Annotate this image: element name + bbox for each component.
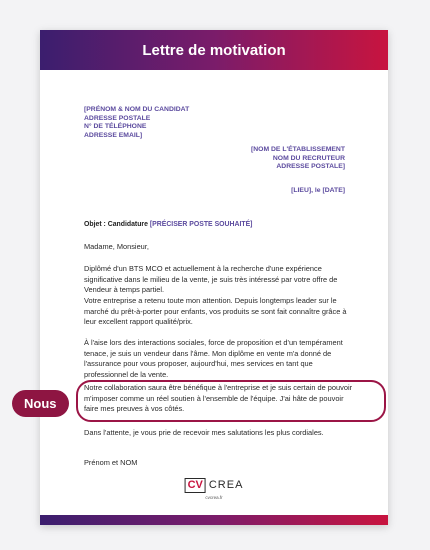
title-banner <box>40 30 388 70</box>
subject-placeholder: [PRÉCISER POSTE SOUHAITÉ] <box>149 221 253 228</box>
subject-line <box>84 221 354 228</box>
logo-cv-mark: CV <box>185 478 206 493</box>
paragraph-skills: À l'aise lors des interactions sociales, force de proposition et d'un tempérament tenace, je suis un vendeur dans l'âme. Mon diplôme en vente m'a donné de l'assurance pour vous proposer, aujourd'hui, mes services en tant que professionnel de la vente. <box>84 338 343 379</box>
logo-url: cvcrea.fr <box>205 495 223 500</box>
recipient-recruiter: NOM DU RECRUTEUR <box>272 154 345 162</box>
nous-badge: Nous <box>12 390 69 417</box>
letter-page <box>40 30 388 525</box>
paragraph-collaboration: Notre collaboration saura être bénéfique à l'entreprise et je suis certain de pouvoir m'imposer comme un réel soutien à l'ensemble de l'équipe. J'ai hâte de pouvoir faire mes preuves à vos côtés. <box>84 383 353 414</box>
candidate-address: ADRESSE POSTALE <box>84 114 151 122</box>
greeting: Madame, Monsieur, <box>84 242 149 251</box>
cvcrea-logo <box>185 478 244 500</box>
logo-crea-text: CREA <box>208 479 244 491</box>
recipient-address: ADRESSE POSTALE] <box>276 163 345 170</box>
subject-label: Objet : Candidature <box>84 221 148 228</box>
paragraph-closing: Dans l'attente, je vous prie de recevoir mes salutations les plus cordiales. <box>84 428 324 437</box>
highlight-outline <box>76 380 386 422</box>
logo-wordmark <box>185 478 244 493</box>
date-line: [LIEU], le [DATE] <box>291 187 345 194</box>
recipient-establishment: [NOM DE L'ÉTABLISSEMENT <box>250 146 345 153</box>
candidate-phone: N° DE TÉLÉPHONE <box>84 123 147 130</box>
letter-title: Lettre de motivation <box>142 41 286 59</box>
candidate-name: [PRÉNOM & NOM DU CANDIDAT <box>84 106 190 113</box>
candidate-block <box>84 106 284 140</box>
paragraph-company: Votre entreprise a retenu toute mon attention. Depuis longtemps leader sur le marché du prêt-à-porter pour enfants, vos produits se sont fait connaître grâce à leur excellent rapport qualité/prix. <box>84 296 347 327</box>
recipient-block <box>165 146 345 172</box>
signature: Prénom et NOM <box>84 458 138 467</box>
footer-bar <box>40 515 388 525</box>
candidate-email: ADRESSE EMAIL] <box>84 131 143 139</box>
paragraph-intro: Diplômé d'un BTS MCO et actuellement à la recherche d'une expérience significative dans le milieu de la vente, je suis très intéressé par votre offre de Vendeur à temps partiel. <box>84 264 338 295</box>
